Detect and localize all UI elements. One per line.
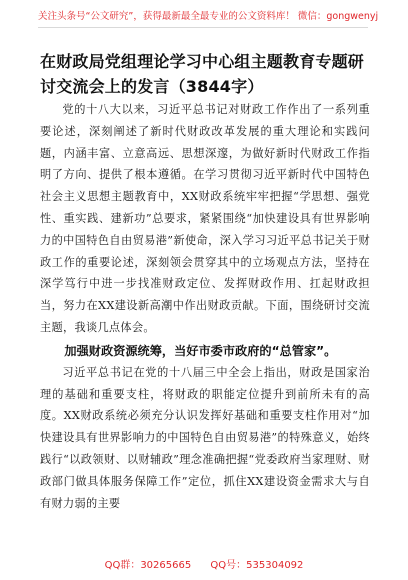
header-promo-text: 关注头条号“公文研究”，获得最新最全最专业的公文资料库！ 微信：gongwenyj	[38, 11, 379, 22]
page-header-banner	[38, 8, 379, 28]
footer-qq-group: QQ群：30265665	[104, 560, 192, 571]
document-body	[40, 99, 370, 514]
page-footer-banner	[0, 558, 408, 574]
body-paragraph-section-1: 习近平总书记在党的十八届三中全会上指出，财政是国家治理的基础和重要支柱，将财政的职能定位提升到前所未有的高度。XX财政系统必须充分认识发挥好基础和重要支柱作用对“加快建设具有世界影响力的中国特色自由贸易港”的特殊意义，始终践行“以政领财、以财辅政”理念准确把握“党委政府当家理财、财政部门做具体服务保障工作”定位，抓住XX建设资金需求大与自有财力弱的主要	[40, 365, 370, 510]
body-paragraph-intro: 党的十八大以来，习近平总书记对财政工作作出了一系列重要论述，深刻阐述了新时代财政改革发展的重大理论和实践问题，内涵丰富、立意高远、思想深邃，为做好新时代财政工作指明了方向、提供了根本遵循。在学习贯彻习近平新时代中国特色社会主义思想主题教育中，XX财政系统牢牢把握“学思想、强党性、重实践、建新功”总要求，紧紧围绕“加快建设具有世界影响力的中国特色自由贸易港”新使命，深入学习习近平总书记关于财政工作的重要论述，深刻领会贯穿其中的立场观点方法，坚持在深学笃行中进一步找准财政定位、发挥财政作用、扛起财政担当，努力在XX建设新高潮中作出财政贡献。下面，围绕研讨交流主题，我谈几点体会。	[40, 103, 370, 334]
document-title: 在财政局党组理论学习中心组主题教育专题研讨交流会上的发言（3844字）	[40, 52, 365, 96]
footer-qq-number: QQ号：535304092	[210, 560, 304, 571]
section-heading: 加强财政资源统筹，当好市委市政府的“总管家”。	[64, 343, 337, 358]
